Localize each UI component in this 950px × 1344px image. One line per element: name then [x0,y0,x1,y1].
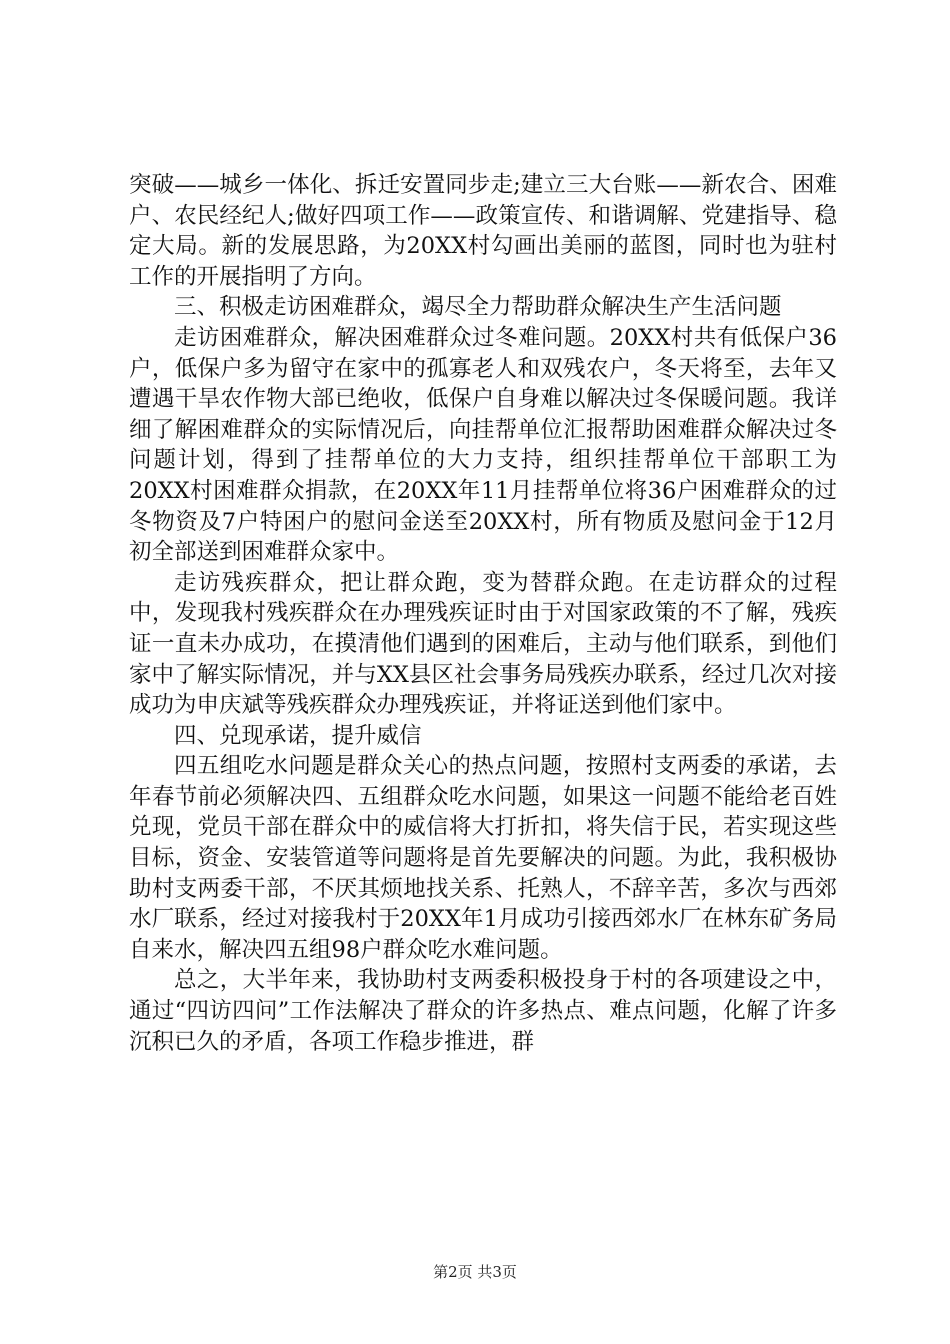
page-number-footer: 第2页 共3页 [433,1263,517,1281]
paragraph-visit-disabled: 走访残疾群众，把让群众跑，变为替群众跑。在走访群众的过程中，发现我村残疾群众在办理残疾证时由于对国家政策的不了解，残疾证一直未办成功，在摸清他们遇到的困难后，主动与他们联系，到他们家中了解实际情况，并与XX县区社会事务局残疾办联系，经过几次对接成功为申庆斌等残疾群众办理残疾证，并将证送到他们家中。 [129,569,837,719]
section-heading-4: 四、兑现承诺，提升威信 [174,722,422,749]
paragraph-visit-poor: 走访困难群众，解决困难群众过冬难问题。20XX村共有低保户36户，低保户多为留守在家中的孤寡老人和双残农户，冬天将至，去年又遭遇干旱农作物大部已绝收，低保户自身难以解决过冬保暖问题。我详细了解困难群众的实际情况后，向挂帮单位汇报帮助困难群众解决过冬问题计划，得到了挂帮单位的大力支持，组织挂帮单位干部职工为20XX村困难群众捐款，在20XX年11月挂帮单位将36户困难群众的过冬物资及7户特困户的慰问金送至20XX村，所有物质及慰问金于12月初全部送到困难群众家中。 [129,324,837,566]
paragraph-water-issue: 四五组吃水问题是群众关心的热点问题，按照村支两委的承诺，去年春节前必须解决四、五组群众吃水问题，如果这一问题不能给老百姓兑现，党员干部在群众中的威信将大打折扣，将失信于民，若实现这些目标，资金、安装管道等问题将是首先要解决的问题。为此，我积极协助村支两委干部，不厌其烦地找关系、托熟人，不辞辛苦，多次与西郊水厂联系，经过对接我村于20XX年1月成功引接西郊水厂在林东矿务局自来水，解决四五组98户群众吃水难问题。 [129,753,837,963]
paragraph-summary: 总之，大半年来，我协助村支两委积极投身于村的各项建设之中，通过“四访四问”工作法解决了群众的许多热点、难点问题，化解了许多沉积已久的矛盾，各项工作稳步推进，群 [129,967,837,1055]
document-body [129,170,837,1057]
section-heading-3: 三、积极走访困难群众，竭尽全力帮助群众解决生产生活问题 [174,294,782,321]
paragraph-continuation: 突破——城乡一体化、拆迁安置同步走;建立三大台账——新农合、困难户、农民经纪人;做好四项工作——政策宣传、和谐调解、党建指导、稳定大局。新的发展思路，为20XX村勾画出美丽的蓝图，同时也为驻村工作的开展指明了方向。 [129,172,837,290]
